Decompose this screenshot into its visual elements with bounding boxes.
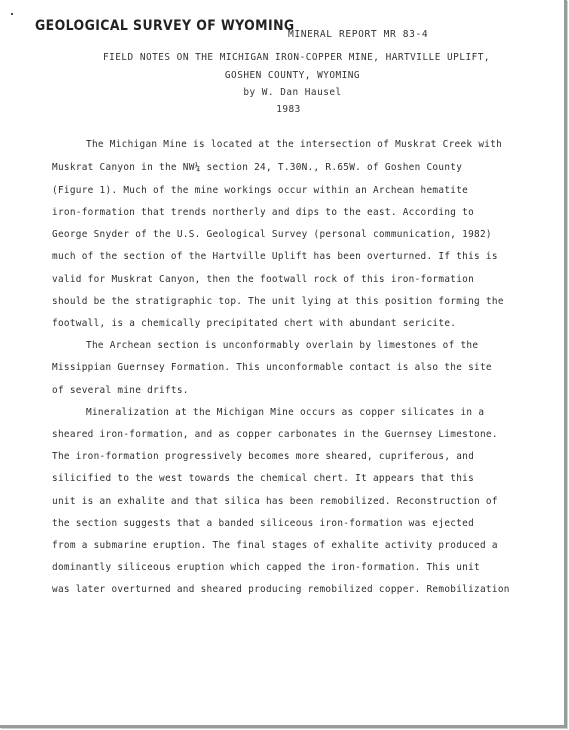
body-line: footwall, is a chemically precipitated chert with abundant sericite. [52,318,457,329]
body-line: The Michigan Mine is located at the intersection of Muskrat Creek with [86,139,503,150]
report-title-line-2: GOSHEN COUNTY, WYOMING [224,70,361,81]
body-line: sheared iron-formation, and as copper carbonates in the Guernsey Limestone. [52,429,498,440]
body-line: the section suggests that a banded siliceous iron-formation was ejected [52,518,475,529]
body-line: dominantly siliceous eruption which capped the iron-formation. This unit [52,562,480,573]
body-line: should be the stratigraphic top. The unit lying at this position forming the [52,296,504,307]
report-number: MINERAL REPORT MR 83-4 [288,29,429,40]
year-line: 1983 [276,104,301,115]
body-line: The Archean section is unconformably overlain by limestones of the [86,340,479,351]
body-line: (Figure 1). Much of the mine workings occur within an Archean hematite [52,185,469,196]
body-line: Muskrat Canyon in the NW¼ section 24, T.30N., R.65W. of Goshen County [52,162,463,173]
body-line: silicified to the west towards the chemical chert. It appears that this [52,473,475,484]
scan-speck [11,13,13,15]
body-line: Mineralization at the Michigan Mine occurs as copper silicates in a [86,407,485,418]
agency-stamp: GEOLOGICAL SURVEY OF WYOMING [35,16,295,34]
body-line: much of the section of the Hartville Uplift has been overturned. If this is [52,251,498,262]
author-line: by W. Dan Hausel [243,87,342,98]
body-line: valid for Muskrat Canyon, then the footwall rock of this iron-formation [52,274,475,285]
body-line: Missippian Guernsey Formation. This unconformable contact is also the site [52,362,492,373]
body-line: unit is an exhalite and that silica has been remobilized. Reconstruction of [52,496,498,507]
report-title-line-1: FIELD NOTES ON THE MICHIGAN IRON-COPPER MINE, HARTVILLE UPLIFT, [102,52,491,63]
body-line: from a submarine eruption. The final stages of exhalite activity produced a [52,540,498,551]
body-line: of several mine drifts. [52,385,189,396]
body-line: iron-formation that trends northerly and dips to the east. According to [52,207,475,218]
body-line: George Snyder of the U.S. Geological Survey (personal communication, 1982) [52,229,492,240]
body-line: The iron-formation progressively becomes more sheared, cupriferous, and [52,451,475,462]
body-line: was later overturned and sheared producing remobilized copper. Remobilization [52,584,510,595]
